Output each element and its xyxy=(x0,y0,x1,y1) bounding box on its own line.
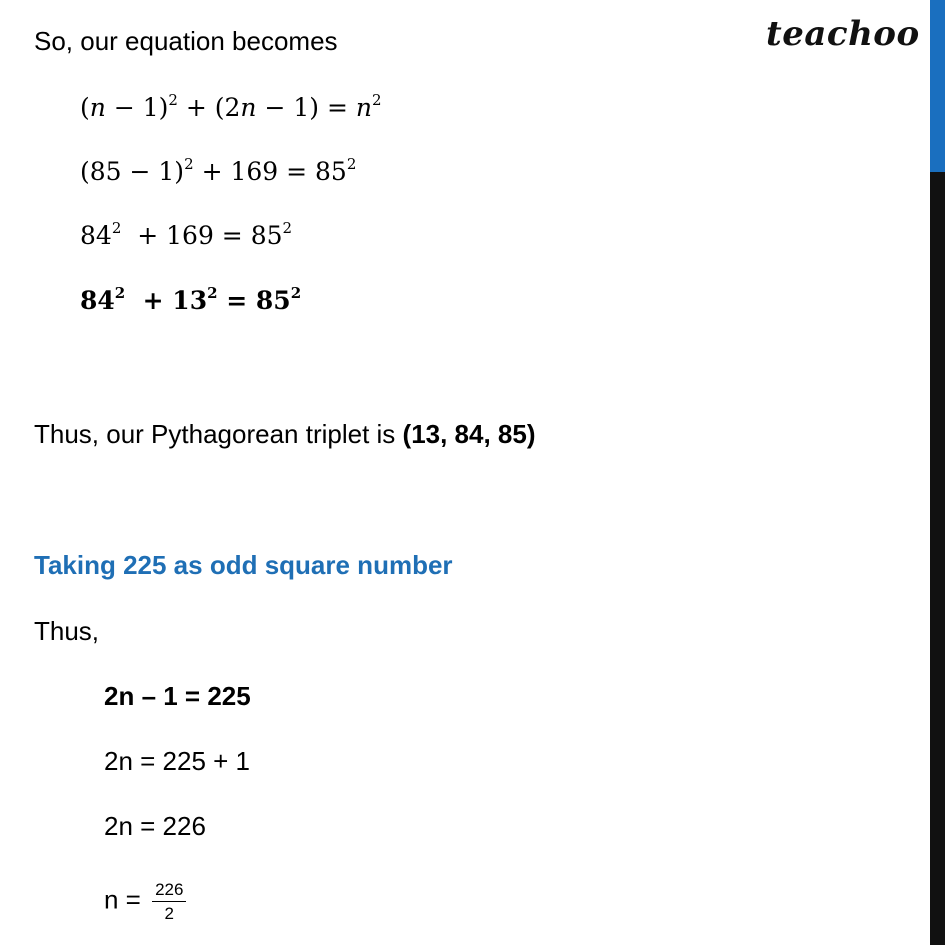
scroll-thumb[interactable] xyxy=(930,0,945,172)
equation-simplified: $84^2 + 169 = 85^2$ xyxy=(80,219,293,250)
fraction: $\frac{226}{2}$ xyxy=(152,880,186,923)
equation-general: $(n - 1)^2 + (2n - 1) = n^2$ xyxy=(80,91,382,122)
triplet-statement: Thus, our Pythagorean triplet is (13, 84, 85) xyxy=(34,419,536,449)
triplet-value: (13, 84, 85) xyxy=(402,419,536,449)
thus-text: Thus, xyxy=(34,616,100,646)
side-scrollbar[interactable] xyxy=(930,0,945,945)
equation-result: $84^2 + 13^2 = 85^2$ xyxy=(80,284,302,315)
teachoo-logo: teachoo xyxy=(766,14,920,54)
section-heading: Taking 225 as odd square number xyxy=(34,550,453,580)
intro-text: So, our equation becomes xyxy=(34,26,338,56)
step-equation-3: 2n = 226 xyxy=(104,811,206,841)
equation-substituted: $(85 - 1)^2 + 169 = 85^2$ xyxy=(80,155,357,186)
step-equation-1: 2n – 1 = 225 xyxy=(104,681,251,711)
step-equation-2: 2n = 225 + 1 xyxy=(104,746,251,776)
step-equation-4: n = $\frac{226}{2}$ xyxy=(104,880,186,923)
